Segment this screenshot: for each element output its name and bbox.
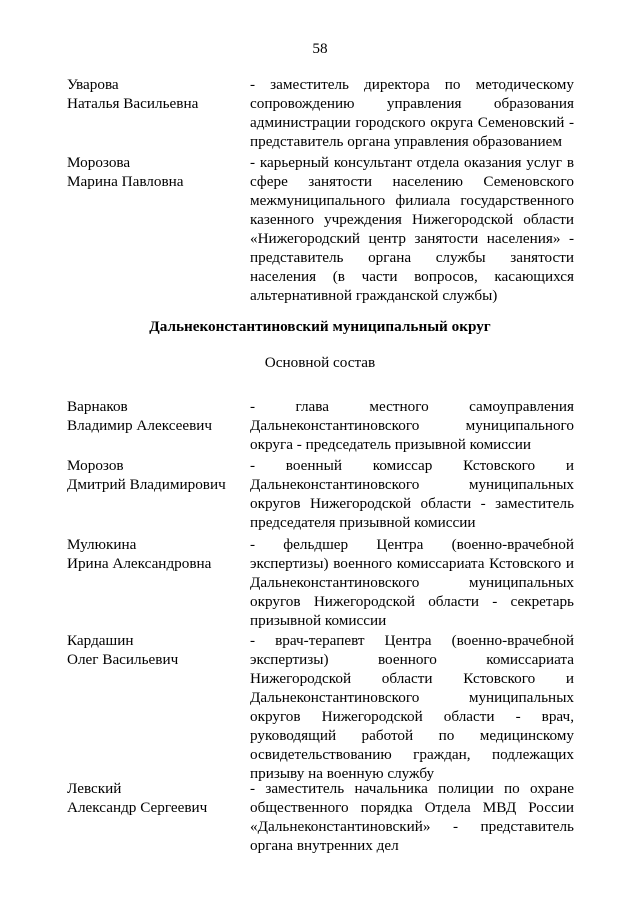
member-role: - карьерный консультант отдела оказания услуг в сфере занятости населению Семеновского межмуниципального филиала государственного казенного учреждения Нижегородской области «Нижегородский центр занятости населения» - представитель органа службы занятости населения (в части вопросов, касающихся альтернативной гражданской службы) xyxy=(250,154,574,304)
member-surname: Уварова xyxy=(67,76,119,93)
member-surname: Кардашин xyxy=(67,632,134,649)
member-name xyxy=(67,397,247,435)
member-surname: Морозова xyxy=(67,154,131,171)
member-name xyxy=(67,535,247,573)
member-role: - заместитель директора по методическому сопровождению управления образования администрации городского округа Семеновский - представитель органа управления образованием xyxy=(250,76,574,150)
member-name xyxy=(67,779,247,817)
member-given-name: Наталья Васильевна xyxy=(67,95,199,112)
member-given-name: Дмитрий Владимирович xyxy=(67,476,226,493)
member-name xyxy=(67,456,247,494)
member-surname: Варнаков xyxy=(67,398,128,415)
member-name xyxy=(67,631,247,669)
member-role: - военный комиссар Кстовского и Дальнеконстантиновского муниципальных округов Нижегородской области - заместитель председателя призывной комиссии xyxy=(250,457,574,531)
member-name xyxy=(67,75,247,113)
member-role: - фельдшер Центра (военно-врачебной экспертизы) военного комиссариата Кстовского и Дальнеконстантиновского муниципальных округов Нижегородской области - секретарь призывной комиссии xyxy=(250,536,574,629)
member-role: - врач-терапевт Центра (военно-врачебной экспертизы) военного комиссариата Нижегородской области Кстовского и Дальнеконстантиновского муниципальных округов Нижегородской области - врач, руководящий работой по медицинскому освидетельствованию граждан, подлежащих призыву на военную службу xyxy=(250,632,574,782)
member-surname: Морозов xyxy=(67,457,124,474)
member-role: - глава местного самоуправления Дальнеконстантиновского муниципального округа - председатель призывной комиссии xyxy=(250,398,574,453)
member-given-name: Ирина Александровна xyxy=(67,555,212,572)
member-given-name: Марина Павловна xyxy=(67,173,184,190)
page-number: 58 xyxy=(312,40,328,57)
member-role: - заместитель начальника полиции по охране общественного порядка Отдела МВД России «Дальнеконстантиновский» - представитель органа внутренних дел xyxy=(250,780,574,854)
member-given-name: Владимир Алексеевич xyxy=(67,417,213,434)
member-surname: Мулюкина xyxy=(67,536,137,553)
section-heading: Дальнеконстантиновский муниципальный округ xyxy=(149,318,491,335)
member-surname: Левский xyxy=(67,780,122,797)
section-subheading: Основной состав xyxy=(264,354,376,371)
member-name xyxy=(67,153,247,191)
member-given-name: Олег Васильевич xyxy=(67,651,179,668)
member-given-name: Александр Сергеевич xyxy=(67,799,208,816)
